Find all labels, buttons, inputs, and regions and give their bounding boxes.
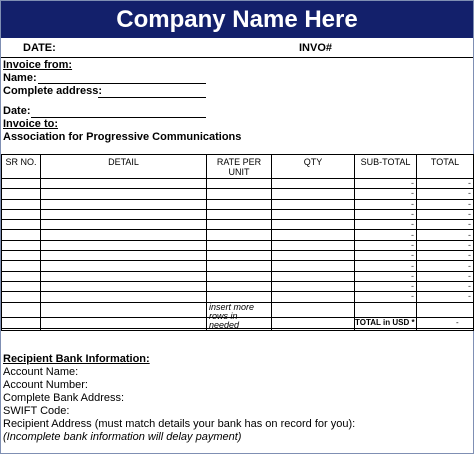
from-address-field[interactable]: [98, 97, 206, 98]
cell-detail[interactable]: [41, 261, 207, 271]
cell-total[interactable]: -: [417, 261, 474, 271]
table-row: [2, 281, 474, 291]
cell-subtotal[interactable]: -: [355, 220, 417, 230]
table-row: [2, 179, 474, 189]
cell-total[interactable]: -: [417, 220, 474, 230]
table-header-row: [2, 155, 474, 179]
cell-sr-no[interactable]: [2, 220, 41, 230]
cell-total[interactable]: -: [417, 209, 474, 219]
cell-rate[interactable]: [207, 189, 272, 199]
cell-qty[interactable]: [272, 230, 355, 240]
cell-rate[interactable]: [207, 261, 272, 271]
col-header-rate: RATE PER UNIT: [207, 155, 272, 179]
col-header-qty: QTY: [272, 155, 355, 179]
cell-total[interactable]: -: [417, 240, 474, 250]
cell-sr-no[interactable]: [2, 179, 41, 189]
swift-code-label: SWIFT Code:: [3, 405, 70, 417]
cell-qty[interactable]: [272, 281, 355, 291]
line-items-table: [1, 154, 474, 331]
bank-account-number-label: Account Number:: [3, 379, 88, 391]
company-name-banner: Company Name Here: [1, 1, 473, 38]
cell-subtotal[interactable]: -: [355, 261, 417, 271]
date-label: DATE:: [23, 42, 56, 54]
cell-rate[interactable]: [207, 281, 272, 291]
invoice-to-heading: Invoice to:: [3, 118, 59, 130]
table-row: [2, 251, 474, 261]
cell-total[interactable]: -: [417, 292, 474, 302]
cell-qty[interactable]: [272, 179, 355, 189]
from-address-label: Complete address:: [3, 85, 103, 97]
table-row: [2, 220, 474, 230]
total-value: -: [456, 318, 459, 327]
cell-total[interactable]: -: [417, 189, 474, 199]
table-row: [2, 240, 474, 250]
invoice-number-label: INVO#: [299, 42, 333, 54]
bank-info-heading: Recipient Bank Information:: [3, 353, 150, 365]
cell-total[interactable]: -: [417, 271, 474, 281]
cell-rate[interactable]: [207, 209, 272, 219]
cell-subtotal[interactable]: -: [355, 179, 417, 189]
table-row: [2, 199, 474, 209]
cell-sr-no[interactable]: [2, 240, 41, 250]
from-name-field[interactable]: [38, 83, 206, 84]
cell-detail[interactable]: [41, 199, 207, 209]
cell-total[interactable]: -: [417, 281, 474, 291]
cell-total[interactable]: -: [417, 230, 474, 240]
cell-detail[interactable]: [41, 292, 207, 302]
cell-subtotal[interactable]: -: [355, 292, 417, 302]
cell-detail[interactable]: [41, 281, 207, 291]
table-row: [2, 292, 474, 302]
col-header-sr-no: SR NO.: [2, 155, 41, 179]
cell-detail[interactable]: [41, 179, 207, 189]
cell-subtotal[interactable]: -: [355, 209, 417, 219]
cell-rate[interactable]: [207, 230, 272, 240]
cell-qty[interactable]: [272, 189, 355, 199]
recipient-address-label: Recipient Address (must match details your bank has on record for you):: [3, 418, 356, 430]
cell-sr-no[interactable]: [2, 230, 41, 240]
cell-qty[interactable]: [272, 271, 355, 281]
cell-total[interactable]: -: [417, 251, 474, 261]
cell-subtotal[interactable]: -: [355, 271, 417, 281]
cell-qty[interactable]: [272, 209, 355, 219]
cell-qty[interactable]: [272, 220, 355, 230]
invoice-from-heading: Invoice from:: [3, 59, 73, 71]
cell-rate[interactable]: [207, 292, 272, 302]
cell-subtotal[interactable]: -: [355, 281, 417, 291]
cell-detail[interactable]: [41, 230, 207, 240]
cell-sr-no[interactable]: [2, 189, 41, 199]
cell-qty[interactable]: [272, 261, 355, 271]
cell-subtotal[interactable]: -: [355, 251, 417, 261]
cell-detail[interactable]: [41, 220, 207, 230]
cell-rate[interactable]: [207, 240, 272, 250]
cell-detail[interactable]: [41, 209, 207, 219]
insert-rows-note: insert more rows in needed: [207, 302, 272, 330]
col-header-subtotal: SUB-TOTAL: [355, 155, 417, 179]
cell-sr-no[interactable]: [2, 281, 41, 291]
from-name-label: Name:: [3, 72, 37, 84]
col-header-detail: DETAIL: [41, 155, 207, 179]
cell-sr-no[interactable]: [2, 251, 41, 261]
cell-qty[interactable]: [272, 251, 355, 261]
bank-account-name-label: Account Name:: [3, 366, 79, 378]
col-header-total: TOTAL: [417, 155, 474, 179]
table-row: [2, 261, 474, 271]
from-date-label: Date:: [3, 105, 31, 117]
table-row: [2, 209, 474, 219]
cell-sr-no[interactable]: [2, 271, 41, 281]
cell-detail[interactable]: [41, 189, 207, 199]
table-row: [2, 271, 474, 281]
cell-rate[interactable]: [207, 220, 272, 230]
cell-rate[interactable]: [207, 271, 272, 281]
recipient-name: Association for Progressive Communications: [3, 131, 242, 143]
cell-sr-no[interactable]: [2, 292, 41, 302]
date-invoice-row: [1, 38, 473, 58]
grand-total-row: [1, 317, 473, 329]
cell-sr-no[interactable]: [2, 261, 41, 271]
cell-total[interactable]: -: [417, 199, 474, 209]
table-row: [2, 230, 474, 240]
cell-rate[interactable]: [207, 251, 272, 261]
bank-info-warning: (Incomplete bank information will delay payment): [3, 431, 242, 443]
cell-qty[interactable]: [272, 292, 355, 302]
bank-address-label: Complete Bank Address:: [3, 392, 125, 404]
cell-qty[interactable]: [272, 199, 355, 209]
cell-subtotal[interactable]: -: [355, 199, 417, 209]
cell-rate[interactable]: [207, 179, 272, 189]
cell-total[interactable]: -: [417, 179, 474, 189]
cell-subtotal[interactable]: -: [355, 189, 417, 199]
cell-sr-no[interactable]: [2, 199, 41, 209]
cell-detail[interactable]: [41, 240, 207, 250]
cell-subtotal[interactable]: -: [355, 230, 417, 240]
cell-sr-no[interactable]: [2, 209, 41, 219]
cell-detail[interactable]: [41, 271, 207, 281]
cell-qty[interactable]: [272, 240, 355, 250]
table-row: [2, 189, 474, 199]
cell-detail[interactable]: [41, 251, 207, 261]
total-label: TOTAL in USD *: [355, 318, 415, 327]
cell-rate[interactable]: [207, 199, 272, 209]
cell-subtotal[interactable]: -: [355, 240, 417, 250]
